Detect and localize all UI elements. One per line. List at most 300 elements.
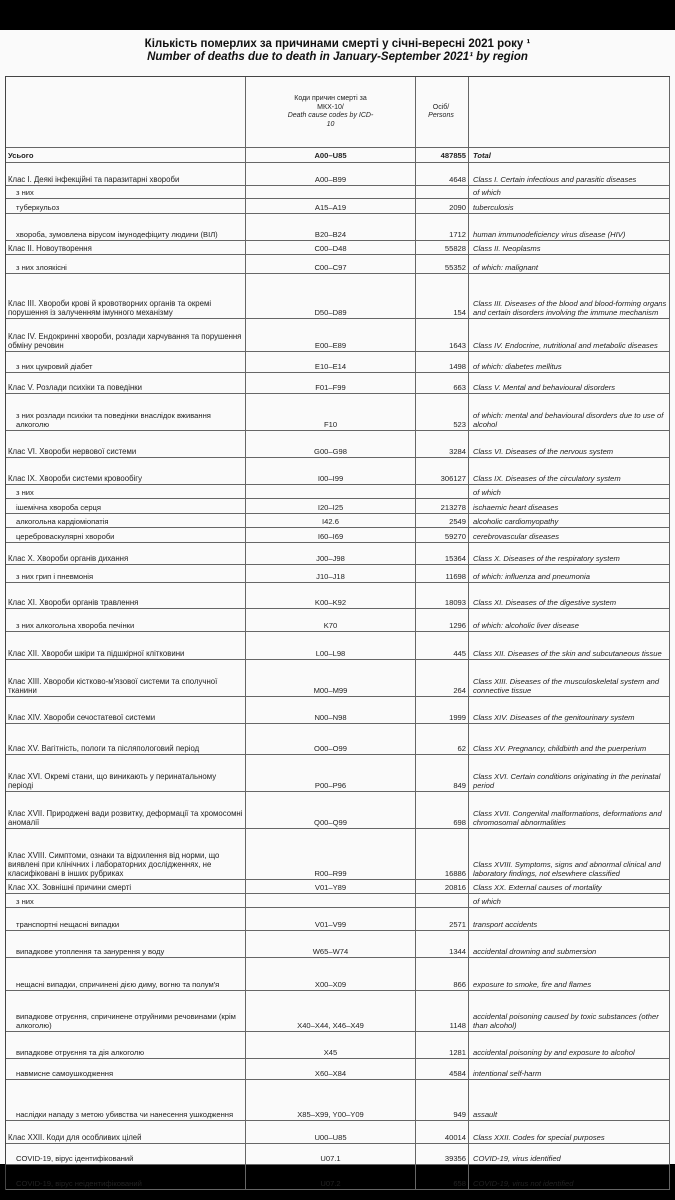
cause-name-uk-text: транспортні нещасні випадки — [16, 920, 120, 929]
cause-name-en — [469, 319, 670, 351]
icd-code — [246, 319, 416, 351]
death-count — [416, 1144, 469, 1164]
cause-name-en — [469, 373, 670, 393]
cause-name-en-text: of which — [473, 488, 501, 497]
cause-name-en — [469, 543, 670, 564]
icd-code — [246, 241, 416, 254]
table-row — [6, 1121, 670, 1144]
icd-code-text: L00–L98 — [315, 649, 346, 658]
death-count-text: 1148 — [449, 1021, 466, 1030]
cause-name-en — [469, 880, 670, 893]
death-count-text: 1712 — [449, 230, 466, 239]
cause-name-en — [469, 958, 670, 990]
table-row — [6, 894, 670, 908]
icd-code — [246, 931, 416, 957]
cause-name-en-text: COVID-19, virus identified — [473, 1154, 561, 1163]
icd-code-text: P00–P96 — [314, 781, 347, 790]
cause-name-en — [469, 241, 670, 254]
death-count-text: 1344 — [449, 947, 466, 956]
death-count-text: 445 — [453, 649, 466, 658]
cause-name-en — [469, 755, 670, 791]
table-row — [6, 255, 670, 274]
cause-name-en-text: Class IV. Endocrine, nutritional and metabolic diseases — [473, 341, 658, 350]
icd-code — [246, 352, 416, 372]
cause-name-uk-text: Клас IX. Хвороби системи кровообігу — [8, 474, 143, 483]
icd-code — [246, 880, 416, 893]
icd-code — [246, 1121, 416, 1143]
header-cause-name — [6, 77, 246, 147]
cause-name-en — [469, 583, 670, 608]
death-count — [416, 274, 469, 318]
cause-name-en-text: Class XVI. Certain conditions originating in the perinatal period — [473, 772, 661, 790]
icd-code-text: X40–X44, X46–X49 — [297, 1021, 364, 1030]
cause-name-uk-text: Клас XIII. Хвороби кістково-м'язової системи та сполучної тканини — [8, 677, 218, 695]
table-row — [6, 931, 670, 958]
cause-name-en-text: accidental poisoning caused by toxic substances (other than alcohol) — [473, 1012, 659, 1030]
death-count — [416, 499, 469, 513]
death-count-text: 20816 — [444, 883, 466, 892]
death-count — [416, 241, 469, 254]
cause-name-en-text: Class X. Diseases of the respiratory system — [473, 554, 620, 563]
cause-name-en-text: ischaemic heart diseases — [473, 503, 559, 512]
icd-code-text: J00–J98 — [316, 554, 345, 563]
cause-name-uk — [6, 514, 246, 527]
cause-name-uk — [6, 163, 246, 185]
icd-code — [246, 1165, 416, 1189]
cause-name-uk-text: з них — [16, 897, 34, 906]
header-codes-uk: Коди причин смерті за МКХ-10/ — [294, 95, 367, 111]
death-count — [416, 724, 469, 754]
cause-name-uk — [6, 931, 246, 957]
icd-code-text: M00–M99 — [313, 686, 348, 695]
death-count-text: 1281 — [449, 1048, 466, 1057]
icd-code-text: X00–X09 — [314, 980, 347, 989]
table-row — [6, 186, 670, 199]
table-body — [6, 163, 670, 1190]
icd-code-text: G00–G98 — [314, 447, 347, 456]
header-codes — [246, 77, 416, 147]
cause-name-uk-text: Клас XX. Зовнішні причини смерті — [8, 883, 132, 892]
cause-name-uk — [6, 214, 246, 240]
cause-name-uk — [6, 632, 246, 659]
icd-code — [246, 1080, 416, 1120]
cause-name-uk-text: цереброваскулярні хвороби — [16, 532, 115, 541]
cause-name-uk-text: туберкульоз — [16, 203, 60, 212]
cause-name-uk-text: випадкове утоплення та занурення у воду — [16, 947, 165, 956]
death-count-text: 213278 — [440, 503, 466, 512]
title-english: Number of deaths due to death in January-September 2021¹ by region — [147, 51, 528, 63]
cause-name-en-text: intentional self-harm — [473, 1069, 542, 1078]
icd-code-text: I00–I99 — [317, 474, 344, 483]
table-row — [6, 528, 670, 543]
icd-code-text: V01–V99 — [314, 920, 347, 929]
death-count — [416, 1080, 469, 1120]
cause-name-uk-text: випадкове отруєння та дія алкоголю — [16, 1048, 145, 1057]
death-count — [416, 1059, 469, 1079]
cause-name-uk-text: з них алкогольна хвороба печінки — [16, 621, 135, 630]
cause-name-uk-text: випадкове отруєння, спричинене отруйними речовинами (крім алкоголю) — [16, 1012, 236, 1030]
icd-code — [246, 609, 416, 631]
icd-code — [246, 373, 416, 393]
table-row — [6, 632, 670, 660]
cause-name-uk-text: нещасні випадки, спричинені дією диму, вогню та полум'я — [16, 980, 220, 989]
table-row — [6, 991, 670, 1032]
icd-code — [246, 755, 416, 791]
cause-name-uk — [6, 394, 246, 430]
cause-name-en-text: Class XXII. Codes for special purposes — [473, 1133, 605, 1142]
cause-name-uk-text: COVID-19, вірус неідентифікований — [16, 1179, 142, 1188]
table-row — [6, 514, 670, 528]
cause-name-uk — [6, 697, 246, 723]
cause-name-en — [469, 660, 670, 696]
cause-name-en — [469, 894, 670, 907]
cause-name-en-text: alcoholic cardiomyopathy — [473, 517, 559, 526]
cause-name-uk — [6, 660, 246, 696]
icd-code-text: A15–A19 — [314, 203, 347, 212]
icd-code-text: X45 — [323, 1048, 338, 1057]
death-count-text: 2090 — [449, 203, 466, 212]
cause-name-uk — [6, 199, 246, 213]
death-count-text: 949 — [453, 1110, 466, 1119]
icd-code — [246, 991, 416, 1031]
table-row — [6, 908, 670, 931]
death-count — [416, 1165, 469, 1189]
icd-code-text: F10 — [323, 420, 338, 429]
cause-name-uk — [6, 724, 246, 754]
icd-code — [246, 199, 416, 213]
cause-name-en-text: Class XII. Diseases of the skin and subcutaneous tissue — [473, 649, 662, 658]
icd-code-text: E10–E14 — [314, 362, 347, 371]
death-count-text: 849 — [453, 781, 466, 790]
cause-name-uk — [6, 755, 246, 791]
table-row — [6, 163, 670, 186]
death-count — [416, 958, 469, 990]
death-count — [416, 394, 469, 430]
icd-code — [246, 394, 416, 430]
cause-name-en-text: of which: diabetes mellitus — [473, 362, 562, 371]
icd-code-text: A00–B99 — [314, 175, 347, 184]
icd-code-text: K00–K92 — [314, 598, 347, 607]
death-count — [416, 543, 469, 564]
cause-name-uk — [6, 583, 246, 608]
cause-name-en-text: of which: influenza and pneumonia — [473, 572, 590, 581]
cause-name-uk — [6, 241, 246, 254]
table-row — [6, 724, 670, 755]
cause-name-uk — [6, 1080, 246, 1120]
icd-code-text: B20–B24 — [314, 230, 347, 239]
icd-code-text: N00–N98 — [314, 713, 347, 722]
header-english-name — [469, 77, 670, 147]
cause-name-en — [469, 485, 670, 498]
cause-name-en — [469, 1080, 670, 1120]
cause-name-uk-text: з них цукровий діабет — [16, 362, 93, 371]
cause-name-en — [469, 514, 670, 527]
death-count — [416, 880, 469, 893]
icd-code — [246, 697, 416, 723]
cause-name-uk — [6, 352, 246, 372]
cause-name-uk-text: з них злоякісні — [16, 263, 67, 272]
cause-name-uk — [6, 894, 246, 907]
table-row — [6, 274, 670, 319]
table-row — [6, 431, 670, 458]
death-count-text: 866 — [453, 980, 466, 989]
cause-name-uk-text: Клас I. Деякі інфекційні та паразитарні хвороби — [8, 175, 180, 184]
icd-code-text: U07.1 — [320, 1154, 341, 1163]
table-row — [6, 1144, 670, 1165]
cause-name-uk-text: хвороба, зумовлена вірусом імунодефіциту людини (ВІЛ) — [16, 230, 218, 239]
cause-name-en — [469, 724, 670, 754]
death-count-text: 2549 — [449, 517, 466, 526]
header-persons-uk: Осіб/ — [432, 103, 450, 111]
table-row — [6, 958, 670, 991]
cause-name-uk — [6, 319, 246, 351]
cause-name-uk-text: Клас III. Хвороби крові й кровотворних органів та окремі порушення із залученням імунного механізму — [8, 299, 212, 317]
icd-code — [246, 792, 416, 828]
cause-name-en — [469, 829, 670, 879]
cause-name-en — [469, 199, 670, 213]
death-count — [416, 255, 469, 273]
icd-code — [246, 724, 416, 754]
cause-name-en — [469, 214, 670, 240]
death-count-text: 306127 — [440, 474, 466, 483]
icd-code-text: Q00–Q99 — [314, 818, 347, 827]
death-count — [416, 697, 469, 723]
icd-code — [246, 1059, 416, 1079]
death-count-text: 523 — [453, 420, 466, 429]
cause-name-en — [469, 609, 670, 631]
death-count-text: 59270 — [444, 532, 466, 541]
death-count — [416, 792, 469, 828]
table-row — [6, 543, 670, 565]
death-count — [416, 609, 469, 631]
death-count — [416, 908, 469, 930]
death-count — [416, 514, 469, 527]
cause-name-en — [469, 991, 670, 1031]
cause-name-en — [469, 792, 670, 828]
cause-name-en-text: COVID-19, virus not identified — [473, 1179, 574, 1188]
cause-name-uk-text: з них розлади психіки та поведінки внаслідок вживання алкоголю — [16, 411, 211, 429]
icd-code — [246, 214, 416, 240]
cause-name-en — [469, 697, 670, 723]
table-row — [6, 880, 670, 894]
death-count-text: 4648 — [449, 175, 466, 184]
icd-code-text: X60–X84 — [314, 1069, 347, 1078]
cause-name-uk — [6, 1165, 246, 1189]
death-count-text: 3284 — [449, 447, 466, 456]
table-row — [6, 373, 670, 394]
cause-name-uk — [6, 485, 246, 498]
icd-code-text: O00–O99 — [314, 744, 347, 753]
death-count — [416, 352, 469, 372]
death-count-text: 62 — [457, 744, 466, 753]
icd-code-text: I20–I25 — [317, 503, 344, 512]
death-count — [416, 458, 469, 484]
icd-code-text: F01–F99 — [315, 383, 346, 392]
cause-name-en-text: exposure to smoke, fire and flames — [473, 980, 592, 989]
cause-name-en-text: Class XIV. Diseases of the genitourinary system — [473, 713, 635, 722]
death-count — [416, 485, 469, 498]
cause-name-en-text: Class XVII. Congenital malformations, deformations and chromosomal abnormalities — [473, 809, 662, 827]
cause-name-uk-text: Клас XI. Хвороби органів травлення — [8, 598, 139, 607]
cause-name-uk-text: Клас XVI. Окремі стани, що виникають у перинатальному періоді — [8, 772, 217, 790]
deaths-table — [5, 76, 670, 1190]
table-row — [6, 214, 670, 241]
death-count — [416, 373, 469, 393]
icd-code-text: R00–R99 — [314, 869, 347, 878]
cause-name-en — [469, 632, 670, 659]
icd-code — [246, 528, 416, 542]
cause-name-en-text: transport accidents — [473, 920, 538, 929]
icd-code-text: C00–D48 — [314, 244, 347, 253]
cause-name-uk — [6, 829, 246, 879]
icd-code — [246, 894, 416, 907]
death-count — [416, 1032, 469, 1058]
icd-code — [246, 255, 416, 273]
death-count-text: 4584 — [449, 1069, 466, 1078]
table-row — [6, 565, 670, 583]
death-count-text: 11698 — [445, 572, 466, 581]
icd-code-text: K70 — [323, 621, 338, 630]
cause-name-uk — [6, 1059, 246, 1079]
cause-name-uk — [6, 431, 246, 457]
cause-name-en — [469, 163, 670, 185]
cause-name-en-text: of which — [473, 188, 501, 197]
cause-name-en-text: accidental drowning and submersion — [473, 947, 597, 956]
death-count-text: 1643 — [449, 341, 466, 350]
cause-name-uk — [6, 274, 246, 318]
death-count-text: 2571 — [449, 920, 466, 929]
total-label-en: Total — [469, 148, 670, 162]
cause-name-en-text: accidental poisoning by and exposure to alcohol — [473, 1048, 635, 1057]
cause-name-uk — [6, 565, 246, 582]
icd-code-text: V01–Y89 — [314, 883, 347, 892]
cause-name-en-text: tuberculosis — [473, 203, 514, 212]
cause-name-uk-text: наслідки нападу з метою убивства чи нанесення ушкодження — [16, 1110, 234, 1119]
icd-code-text: J10–J18 — [316, 572, 345, 581]
document-title — [0, 38, 675, 64]
table-row — [6, 1059, 670, 1080]
table-row — [6, 792, 670, 829]
death-count — [416, 632, 469, 659]
cause-name-en-text: Class XVIII. Symptoms, signs and abnormal clinical and laboratory findings, not elsewhere classified — [473, 860, 661, 878]
cause-name-uk — [6, 373, 246, 393]
icd-code-text: E00–E89 — [314, 341, 347, 350]
cause-name-en — [469, 528, 670, 542]
cause-name-uk-text: навмисне самоушкодження — [16, 1069, 114, 1078]
cause-name-en-text: Class XX. External causes of mortality — [473, 883, 602, 892]
table-row — [6, 241, 670, 255]
table-row — [6, 755, 670, 792]
cause-name-en — [469, 908, 670, 930]
cause-name-uk-text: Клас X. Хвороби органів дихання — [8, 554, 129, 563]
cause-name-en-text: human immunodeficiency virus disease (HIV) — [473, 230, 626, 239]
table-row — [6, 394, 670, 431]
cause-name-en-text: Class XI. Diseases of the digestive system — [473, 598, 617, 607]
total-label-uk: Усього — [6, 148, 246, 162]
cause-name-en-text: of which: alcoholic liver disease — [473, 621, 579, 630]
death-count-text: 1498 — [449, 362, 466, 371]
death-count — [416, 186, 469, 198]
cause-name-uk-text: алкогольна кардіоміопатія — [16, 517, 109, 526]
death-count-text: 15364 — [444, 554, 466, 563]
cause-name-en-text: of which: mental and behavioural disorders due to use of alcohol — [473, 411, 664, 429]
cause-name-en-text: Class IX. Diseases of the circulatory system — [473, 474, 621, 483]
death-count — [416, 199, 469, 213]
total-row — [6, 148, 670, 163]
document-page — [0, 30, 675, 1188]
icd-code — [246, 499, 416, 513]
cause-name-uk — [6, 186, 246, 198]
cause-name-uk-text: з них грип і пневмонія — [16, 572, 94, 581]
cause-name-en — [469, 394, 670, 430]
icd-code — [246, 274, 416, 318]
icd-code — [246, 958, 416, 990]
cause-name-uk-text: Клас XV. Вагітність, пологи та післяпологовий період — [8, 744, 200, 753]
icd-code — [246, 1032, 416, 1058]
cause-name-en-text: Class XV. Pregnancy, childbirth and the puerperium — [473, 744, 647, 753]
icd-code-text: D50–D89 — [314, 308, 347, 317]
death-count — [416, 565, 469, 582]
death-count — [416, 894, 469, 907]
death-count — [416, 829, 469, 879]
cause-name-uk-text: Клас XVIII. Симптоми, ознаки та відхилення від норми, що виявлені при клінічних і лабораторних дослідженнях, не класифіковані в інших рубриках — [8, 851, 220, 878]
table-row — [6, 319, 670, 352]
icd-code-text: I60–I69 — [317, 532, 344, 541]
death-count — [416, 931, 469, 957]
header-codes-en: Death cause codes by ICD-10 — [287, 112, 374, 128]
cause-name-en-text: Class XIII. Diseases of the musculoskeletal system and connective tissue — [473, 677, 660, 695]
cause-name-en — [469, 458, 670, 484]
death-count-text: 55352 — [444, 263, 466, 272]
cause-name-en — [469, 1032, 670, 1058]
icd-code — [246, 565, 416, 582]
cause-name-uk — [6, 880, 246, 893]
icd-code-text: U00–U85 — [314, 1133, 347, 1142]
cause-name-en-text: Class V. Mental and behavioural disorders — [473, 383, 616, 392]
cause-name-en — [469, 255, 670, 273]
death-count-text: 1999 — [449, 713, 466, 722]
icd-code-text: W65–W74 — [312, 947, 349, 956]
cause-name-en — [469, 1121, 670, 1143]
death-count — [416, 991, 469, 1031]
death-count-text: 154 — [453, 308, 466, 317]
icd-code — [246, 485, 416, 498]
cause-name-en — [469, 1165, 670, 1189]
cause-name-uk-text: Клас V. Розлади психіки та поведінки — [8, 383, 143, 392]
cause-name-en-text: of which — [473, 897, 501, 906]
table-row — [6, 352, 670, 373]
table-row — [6, 1165, 670, 1190]
death-count — [416, 214, 469, 240]
icd-code-text: X85–X99, Y00–Y09 — [297, 1110, 364, 1119]
cause-name-uk — [6, 991, 246, 1031]
cause-name-en-text: Class I. Certain infectious and parasitic diseases — [473, 175, 637, 184]
icd-code — [246, 458, 416, 484]
death-count-text: 40014 — [444, 1133, 466, 1142]
cause-name-en — [469, 352, 670, 372]
table-row — [6, 499, 670, 514]
cause-name-en — [469, 931, 670, 957]
cause-name-uk-text: Клас II. Новоутворення — [8, 244, 92, 253]
death-count-text: 55828 — [444, 244, 466, 253]
total-value: 487855 — [416, 148, 469, 162]
cause-name-en-text: assault — [473, 1110, 498, 1119]
icd-code — [246, 908, 416, 930]
death-count — [416, 528, 469, 542]
table-row — [6, 660, 670, 697]
cause-name-en-text: of which: malignant — [473, 263, 539, 272]
death-count — [416, 319, 469, 351]
